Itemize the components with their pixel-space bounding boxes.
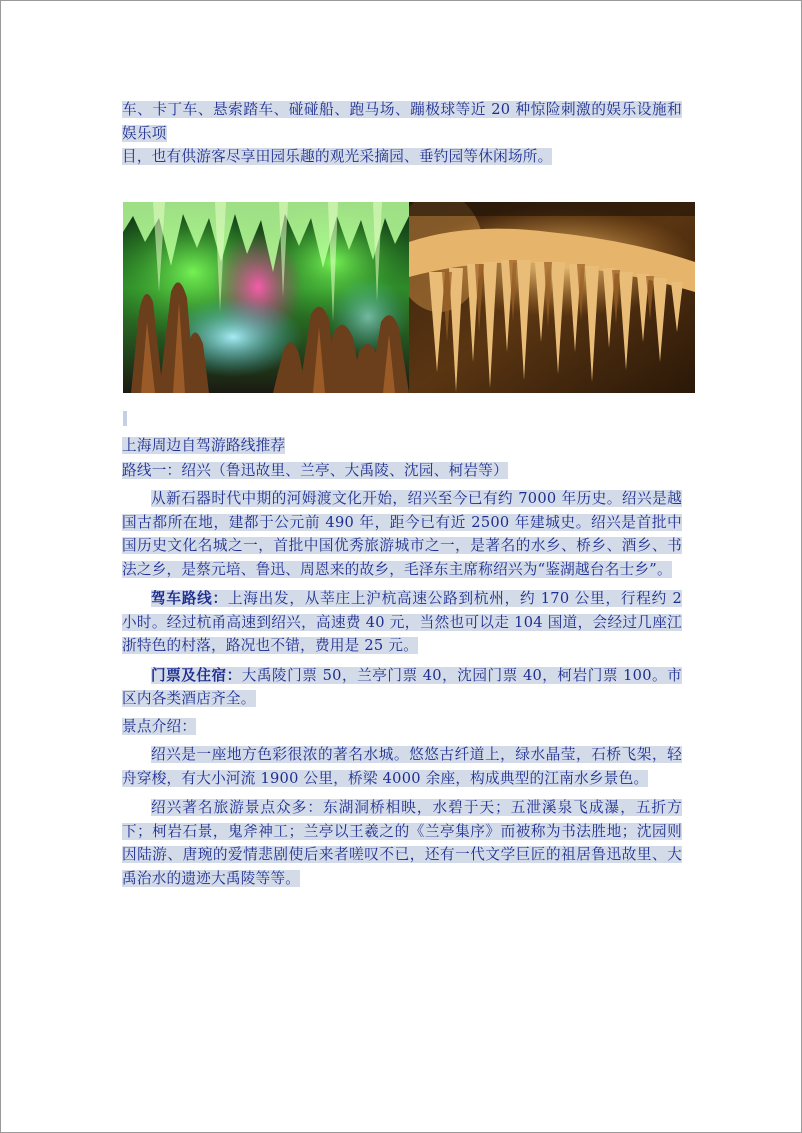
cave-photo-right <box>409 202 695 393</box>
route-title: 路线一：绍兴（鲁迅故里、兰亭、大禹陵、沈园、柯岩等） <box>122 461 508 479</box>
text-cursor-marker <box>123 411 127 426</box>
intro-paragraph <box>122 98 682 169</box>
cave-photo-left <box>123 202 409 393</box>
driving-route-label: 驾车路线： <box>151 590 228 607</box>
section-heading: 上海周边自驾游路线推荐 <box>122 437 286 454</box>
route-history-paragraph: 从新石器时代中期的河姆渡文化开始，绍兴至今已有约 7000 年历史。绍兴是越国古都所在地，建都于公元前 490 年，距今已有近 2500 年建城史。绍兴是首批中国历史文化名城之一，首批中国优秀旅游城市之一，是著名的水乡、桥乡、酒乡、书法之乡，是蔡元培、鲁迅、周恩来的故乡，毛泽东主席称绍兴为“鉴湖越台名士乡”。 <box>122 490 682 578</box>
golden-cave-stalactites-icon <box>409 202 695 393</box>
illuminated-cave-stalactites-icon <box>123 202 409 393</box>
tickets-text: 大禹陵门票 50，兰亭门票 40，沈园门票 40，柯岩门票 100。市区内各类酒店齐全。 <box>122 666 682 707</box>
tickets-label: 门票及住宿： <box>151 666 242 684</box>
route-section <box>122 434 682 890</box>
attractions-paragraph-2: 绍兴著名旅游景点众多：东湖洞桥相映，水碧于天；五泄溪泉飞成瀑，五折方下；柯岩石景，鬼斧神工；兰亭以王羲之的《兰亭集序》而被称为书法胜地；沈园则因陆游、唐琬的爱情悲剧使后来者嗟叹不已，还有一代文学巨匠的祖居鲁迅故里、大禹治水的遗迹大禹陵等等。 <box>122 799 682 887</box>
intro-line-1: 车、卡丁车、悬索踏车、碰碰船、跑马场、蹦极球等近 20 种惊险刺激的娱乐设施和娱乐项 <box>122 101 682 142</box>
intro-line-2: 目，也有供游客尽享田园乐趣的观光采摘园、垂钓园等休闲场所。 <box>122 148 553 165</box>
driving-route-text: 上海出发，从莘庄上沪杭高速公路到杭州，约 170 公里，行程约 2 小时。经过杭甬高速到绍兴，高速费 40 元，当然也可以走 104 国道，会经过几座江浙特色的村落，路况也不错，费用是 25 元。 <box>122 590 682 654</box>
attractions-paragraph-1: 绍兴是一座地方色彩很浓的著名水城。悠悠古纤道上，绿水晶莹，石桥飞架，轻舟穿梭，有大小河流 1900 公里，桥梁 4000 余座，构成典型的江南水乡景色。 <box>122 746 682 787</box>
attractions-heading: 景点介绍： <box>122 717 197 735</box>
